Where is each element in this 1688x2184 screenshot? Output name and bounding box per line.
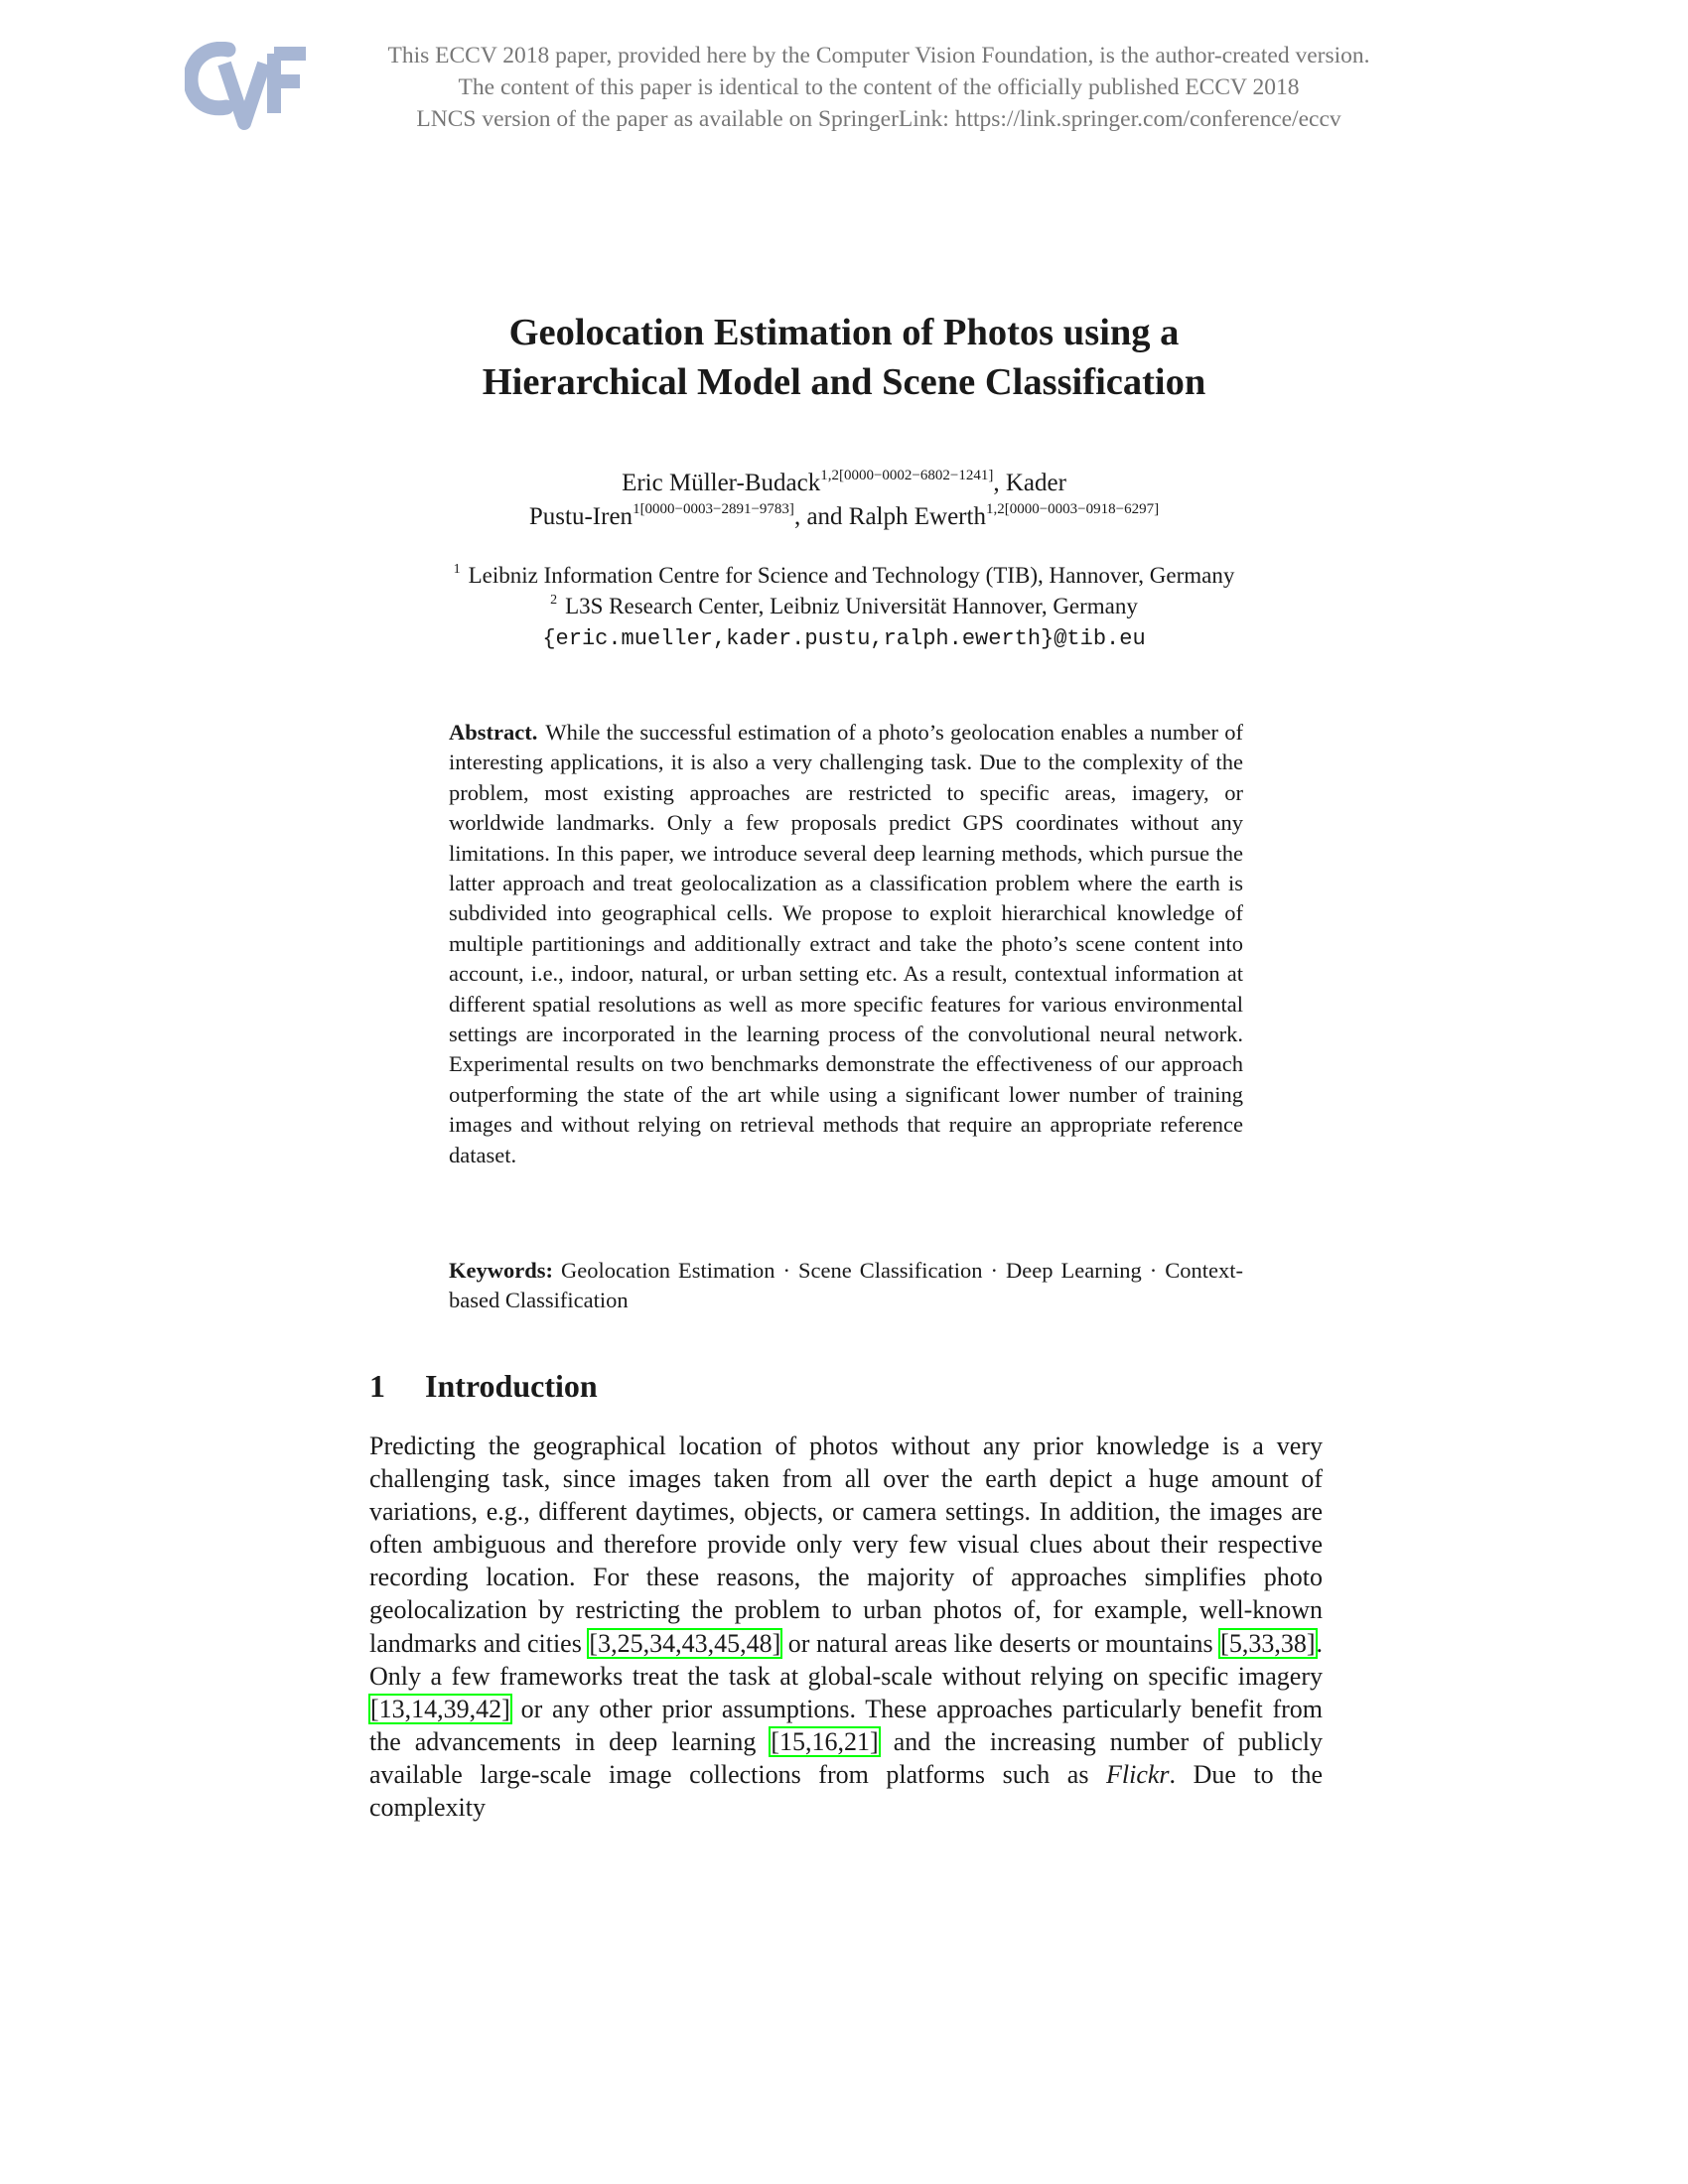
body-text: Predicting the geographical location of photos without any prior knowledge is a very challenging task, since images taken from all over the earth depict a huge amount of variations, e.g., different daytimes, objects, or camera settings. In addition, the images are often ambiguous and therefore provide only very few visual clues about their respective recording location. For these reasons, the majority of approaches simplifies photo geolocalization by restricting the problem to urban photos of, for example, well-known landmarks and cities: [369, 1432, 1323, 1658]
body-text: . Only a few frameworks treat the task at global-scale without relying on specific imagery: [369, 1628, 1323, 1691]
author-list: [248, 467, 1440, 534]
orcid-id: [0000−0003−0918−6297]: [1004, 501, 1160, 517]
keywords-text: Geolocation Estimation · Scene Classification · Deep Learning · Context-based Classification: [449, 1258, 1243, 1313]
abstract: [449, 718, 1243, 1170]
abstract-text: While the successful estimation of a photo’s geolocation enables a number of interesting applications, it is also a very challenging task. Due to the complexity of the problem, most existing approaches are restricted to specific areas, imagery, or worldwide landmarks. Only a few proposals predict GPS coordinates without any limitations. In this paper, we introduce several deep learning methods, which pursue the latter approach and treat geolocalization as a classification problem where the earth is subdivided into geographical cells. We propose to exploit hierarchical knowledge of multiple partitionings and additionally extract and take the photo’s scene content into account, i.e., indoor, natural, or urban setting etc. As a result, contextual information at different spatial resolutions as well as more specific features for various environmental settings are incorporated in the learning process of the convolutional neural network. Experimental results on two benchmarks demonstrate the effectiveness of our approach outperforming the state of the art while using a significant lower number of training images and without relying on retrieval methods that require an appropriate reference dataset.: [449, 720, 1243, 1167]
keywords: [449, 1256, 1243, 1316]
affiliation-text: L3S Research Center, Leibniz Universität Hannover, Germany: [565, 594, 1138, 618]
affiliation-2: [248, 591, 1440, 621]
cvf-logo: [185, 42, 310, 131]
keywords-label: Keywords:: [449, 1258, 553, 1283]
section-title: Introduction: [425, 1368, 598, 1404]
author-separator: , Kader: [993, 470, 1066, 496]
author-separator: , and Ralph Ewerth: [793, 503, 986, 530]
orcid-id: [0000−0002−6802−1241]: [838, 468, 994, 483]
affiliations: [248, 560, 1440, 654]
abstract-label: Abstract.: [449, 720, 538, 745]
author-line-2: [248, 500, 1440, 534]
notice-line-1: This ECCV 2018 paper, provided here by the Computer Vision Foundation, is the author-created version.: [387, 43, 1370, 68]
email-line: [248, 621, 1440, 654]
author-superscript: 1: [633, 501, 640, 517]
author-name: Eric Müller-Budack: [622, 470, 821, 496]
body-text: or natural areas like deserts or mountains: [781, 1628, 1220, 1658]
author-line-1: [248, 467, 1440, 500]
cvf-notice: [318, 40, 1440, 135]
body-text: or any other prior assumptions. These approaches particularly benefit from the advancements in deep learning: [369, 1694, 1323, 1756]
citation-link[interactable]: [13,14,39,42]: [370, 1694, 510, 1723]
introduction-paragraph: [369, 1430, 1323, 1824]
citation-link[interactable]: [15,16,21]: [771, 1726, 879, 1756]
section-heading: [369, 1366, 598, 1406]
author-superscript: 1,2: [985, 501, 1005, 517]
affiliation-1: [248, 560, 1440, 591]
title-line-2: Hierarchical Model and Scene Classification: [482, 361, 1206, 403]
paper-title: [248, 308, 1440, 407]
citation-link[interactable]: [3,25,34,43,45,48]: [589, 1628, 781, 1658]
affiliation-text: Leibniz Information Centre for Science and Technology (TIB), Hannover, Germany: [468, 563, 1235, 588]
affiliation-number: 2: [550, 593, 558, 608]
affiliation-number: 1: [453, 562, 461, 577]
author-emails: {eric.mueller,kader.pustu,ralph.ewerth}@tib.eu: [542, 626, 1146, 651]
orcid-id: [0000−0003−2891−9783]: [639, 501, 794, 517]
author-superscript: 1,2: [820, 468, 839, 483]
body-text: . Due to the complexity: [369, 1759, 1323, 1823]
notice-line-2: The content of this paper is identical to the content of the officially published ECCV 2018: [458, 74, 1300, 100]
section-number: 1: [369, 1368, 385, 1404]
title-line-1: Geolocation Estimation of Photos using a: [508, 312, 1180, 353]
author-name: Pustu-Iren: [528, 503, 633, 530]
body-text: and the increasing number of publicly available large-scale image collections from platforms such as: [369, 1726, 1323, 1789]
platform-name: Flickr: [1106, 1759, 1170, 1789]
notice-line-3: LNCS version of the paper as available on SpringerLink: https://link.springer.com/conference/eccv: [416, 106, 1341, 132]
citation-link[interactable]: [5,33,38]: [1220, 1628, 1316, 1658]
